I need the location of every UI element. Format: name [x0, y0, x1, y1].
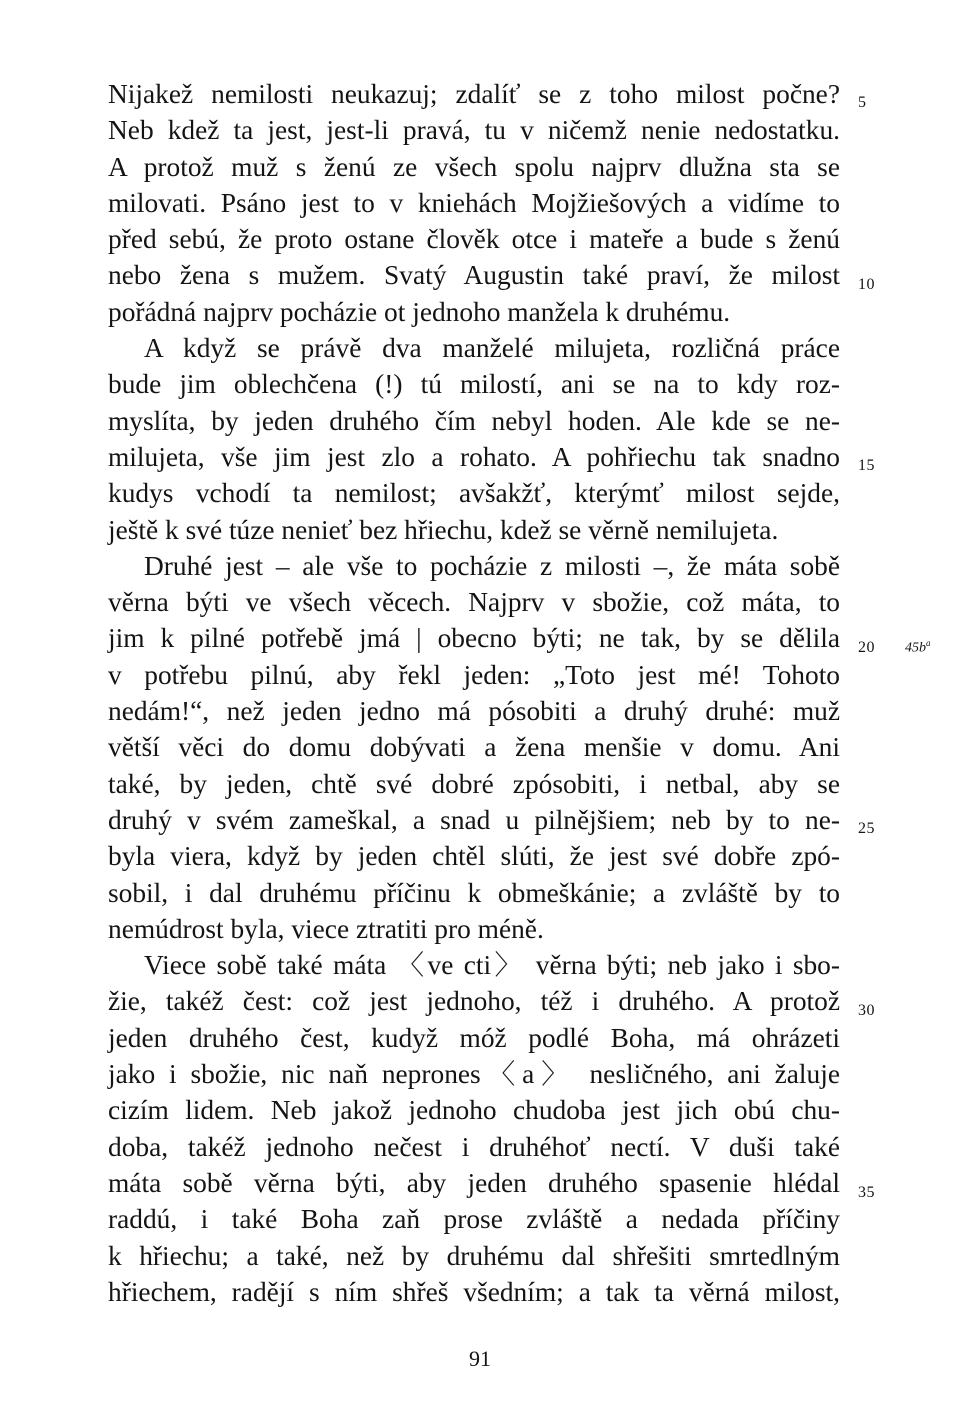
text-line-32: raddú, i také Boha zaň prose zvláště a nedada příčiny	[108, 1204, 840, 1235]
text-line-18: nedám!“, než jeden jedno má pósobiti a druhý druhé: muž	[108, 696, 840, 727]
text-line-30: doba, takéž jednoho nečest i druhéhoť nectí. V duši také	[108, 1131, 840, 1162]
folio-marker-text: 45b	[905, 640, 926, 656]
text-line-20: také, by jeden, chtě své dobré zpósobiti, i netbal, aby se	[108, 768, 840, 799]
text-line-24: nemúdrost byla, viece ztratiti pro méně.	[108, 913, 544, 944]
text-line-13: ještě k své túze nenieť bez hřiechu, kdež se věrně nemilujeta.	[108, 514, 779, 545]
text-line-31: máta sobě věrna býti, aby jeden druhého spasenie hlédal	[108, 1167, 840, 1198]
text-line-3: A protož muž s ženú ze všech spolu najprv dlužna sta se	[108, 151, 840, 182]
text-line-23: sobil, i dal druhému příčinu k obmeškánie; a zvláště by to	[108, 877, 840, 908]
text-line-29: cizím lidem. Neb jakož jednoho chudoba jest jich obú chu-	[108, 1095, 840, 1126]
line-number-10: 10	[858, 276, 875, 293]
text-line-1: Nijakež nemilosti neukazuj; zdalíť se z toho milost počne?	[108, 79, 840, 109]
text-line-33: k hřiechu; a také, než by druhému dal shřešiti smrtedlným	[108, 1240, 840, 1271]
line-number-25: 25	[858, 820, 875, 837]
text-line-15: věrna býti ve všech věcech. Najprv v sbožie, což máta, to	[108, 587, 840, 618]
text-line-26: žie, takéž čest: což jest jednoho, též i druhého. A protož	[108, 986, 840, 1017]
line-number-5: 5	[858, 94, 867, 111]
text-line-2: Neb kdež ta jest, jest-li pravá, tu v ničemž nenie nedostatku.	[108, 115, 840, 146]
text-line-10: myslíta, by jeden druhého čím nebyl hoden. Ale kde se ne-	[108, 405, 840, 436]
text-line-7: pořádná najprv pocházie ot jednoho manžela k druhému.	[108, 296, 731, 327]
text-line-12: kudys vchodí ta nemilost; avšakžť, kterýmť milost sejde,	[108, 478, 840, 509]
text-line-16: jim k pilné potřebě jmá | obecno býti; ne tak, by se dělila	[108, 623, 840, 654]
text-line-21: druhý v svém zameškal, a snad u pilnějšiem; neb by to ne-	[108, 804, 840, 835]
text-line-11: milujeta, vše jim jest zlo a rohato. A pohřiechu tak snadno	[108, 441, 840, 472]
text-line-8: A když se právě dva manželé milujeta, rozličná práce	[144, 333, 840, 364]
line-number-20: 20	[858, 639, 875, 656]
text-line-34: hřiechem, radějí s ním shřeš všedním; a tak ta věrná milost,	[108, 1276, 840, 1307]
line-number-35: 35	[858, 1184, 875, 1201]
text-line-6: nebo žena s mužem. Svatý Augustin také praví, že milost	[108, 260, 840, 291]
line-number-15: 15	[858, 457, 875, 474]
text-line-28: jako i sbožie, nic naň neprones〈a〉 nesličného, ani žaluje	[108, 1059, 840, 1090]
text-line-25: Viece sobě také máta 〈ve cti〉 věrna býti; neb jako i sbo-	[144, 950, 840, 981]
text-line-19: větší věci do domu dobývati a žena menšie v domu. Ani	[108, 732, 840, 763]
body-text	[108, 76, 840, 1310]
text-line-22: byla viera, když by jeden chtěl slúti, že jest své dobře zpó-	[108, 841, 840, 872]
line-number-30: 30	[858, 1002, 875, 1019]
folio-marker-sup: a	[926, 638, 931, 648]
text-line-4: milovati. Psáno jest to v kniehách Mojžiešových a vidíme to	[108, 187, 840, 218]
text-line-17: v potřebu pilnú, aby řekl jeden: „Toto jest mé! Tohoto	[108, 659, 840, 690]
text-line-5: před sebú, že proto ostane člověk otce i mateře a bude s ženú	[108, 224, 840, 255]
text-line-27: jeden druhého čest, kudyž móž podlé Boha, má ohrázeti	[108, 1022, 840, 1053]
text-line-9: bude jim oblechčena (!) tú milostí, ani se na to kdy roz-	[108, 369, 840, 400]
text-line-14: Druhé jest – ale vše to pocházie z milosti –, že máta sobě	[144, 550, 840, 581]
page-number: 91	[469, 1346, 491, 1371]
folio-marker	[905, 638, 955, 657]
